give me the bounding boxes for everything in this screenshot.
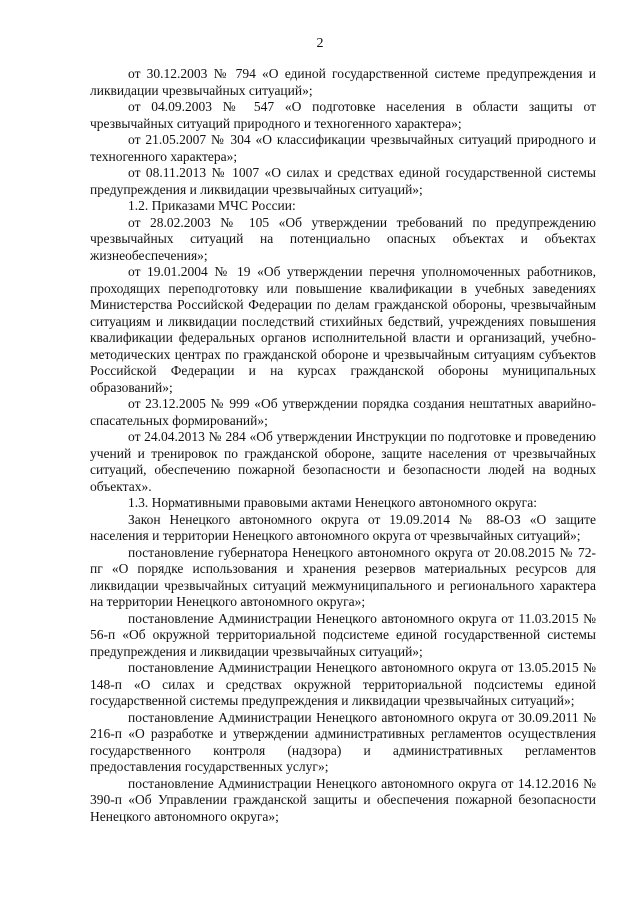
paragraph: постановление губернатора Ненецкого автономного округа от 20.08.2015 № 72-пг «О порядке использования и хранения резервов материальных ресурсов для ликвидации чрезвычайных ситуаций межмуниципального и регионального характера на территории Ненецкого автономного округа»;: [90, 544, 596, 609]
paragraph: от 23.12.2005 № 999 «Об утверждении порядка создания нештатных аварийно-спасательных формирований»;: [90, 396, 596, 428]
paragraph: от 08.11.2013 № 1007 «О силах и средствах единой государственной системы предупреждения и ликвидации чрезвычайных ситуаций»;: [90, 165, 596, 197]
paragraph: от 04.09.2003 № 547 «О подготовке населения в области защиты от чрезвычайных ситуаций природного и техногенного характера»;: [90, 99, 596, 131]
paragraph: от 30.12.2003 № 794 «О единой государственной системе предупреждения и ликвидации чрезвычайных ситуаций»;: [90, 66, 596, 98]
paragraph: постановление Администрации Ненецкого автономного округа от 14.12.2016 № 390-п «Об Управлении гражданской защиты и обеспечения пожарной безопасности Ненецкого автономного округа»;: [90, 775, 596, 824]
paragraph: от 28.02.2003 № 105 «Об утверждении требований по предупреждению чрезвычайных ситуаций на потенциально опасных объектах и объектах жизнеобеспечения»;: [90, 214, 596, 263]
paragraph: от 19.01.2004 № 19 «Об утверждении перечня уполномоченных работников, проходящих переподготовку или повышение квалификации в учебных заведениях Министерства Российской Федерации по делам гражданской обороны, чрезвычайным ситуациям и ликвидации последствий стихийных бедствий, учреждениях повышения квалификации федеральных органов исполнительной власти и организаций, учебно-методических центрах по гражданской обороне и чрезвычайным ситуациям субъектов Российской Федерации и на курсах гражданской обороны муниципальных образований»;: [90, 264, 596, 395]
paragraph: от 21.05.2007 № 304 «О классификации чрезвычайных ситуаций природного и техногенного характера»;: [90, 132, 596, 164]
section-heading: 1.3. Нормативными правовыми актами Ненецкого автономного округа:: [128, 495, 537, 510]
page-number: 2: [316, 36, 324, 51]
paragraph: постановление Администрации Ненецкого автономного округа от 11.03.2015 № 56-п «Об окружной территориальной подсистеме единой государственной системы предупреждения и ликвидации чрезвычайных ситуаций»;: [90, 610, 596, 659]
paragraph: Закон Ненецкого автономного округа от 19.09.2014 № 88-ОЗ «О защите населения и территории Ненецкого автономного округа от чрезвычайных ситуаций»;: [90, 511, 596, 543]
paragraph: от 24.04.2013 № 284 «Об утверждении Инструкции по подготовке и проведению учений и тренировок по гражданской обороне, защите населения от чрезвычайных ситуаций, обеспечению пожарной безопасности и безопасности людей на водных объектах».: [90, 429, 596, 494]
paragraph: постановление Администрации Ненецкого автономного округа от 13.05.2015 № 148-п «О силах и средствах окружной территориальной подсистемы единой государственной системы предупреждения и ликвидации чрезвычайных ситуаций»;: [90, 660, 596, 708]
section-heading: 1.2. Приказами МЧС России:: [128, 198, 296, 213]
document-body: [90, 66, 596, 825]
paragraph: постановление Администрации Ненецкого автономного округа от 30.09.2011 № 216-п «О разработке и утверждении административных регламентов осуществления государственного контроля (надзора) и административных регламентов предоставления государственных услуг»;: [90, 709, 596, 774]
